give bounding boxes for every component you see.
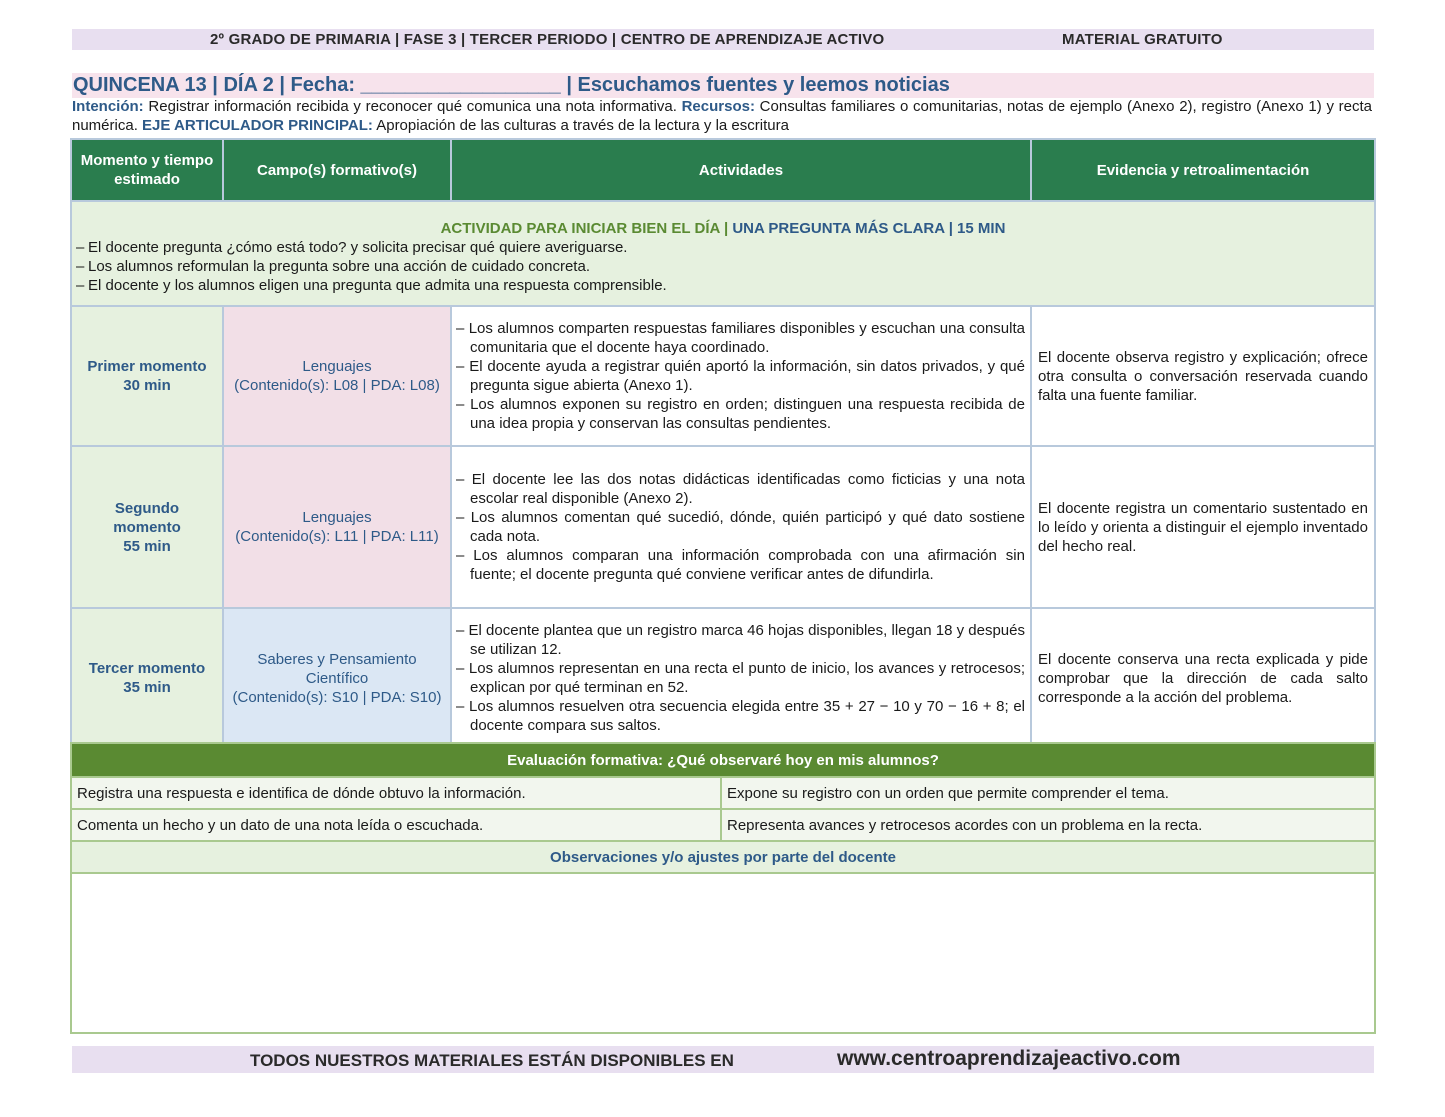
moment-label: Segundo momento bbox=[113, 499, 181, 536]
observations-row bbox=[71, 873, 1375, 1033]
activity-item: – El docente lee las dos notas didácticas identificadas como ficticias y una nota escolar real disponible (Anexo 2). bbox=[456, 471, 1025, 507]
list-item-text: Los alumnos reformulan la pregunta sobre una acción de cuidado concreta. bbox=[88, 258, 590, 275]
moment-time: 30 min bbox=[123, 377, 171, 394]
list-item-text: El docente pregunta ¿cómo está todo? y solicita precisar qué quiere averiguarse. bbox=[88, 239, 628, 256]
moment-cell bbox=[71, 306, 223, 446]
evaluation-item: Expone su registro con un orden que permite comprender el tema. bbox=[721, 777, 1375, 809]
activity-text: Los alumnos exponen su registro en orden; distinguen una respuesta recibida de una idea propia y conservan las consultas pendientes. bbox=[470, 396, 1025, 432]
observations-field[interactable] bbox=[71, 873, 1375, 1033]
evaluation-item: Representa avances y retrocesos acordes con un problema en la recta. bbox=[721, 809, 1375, 841]
activity-text: El docente lee las dos notas didácticas identificadas como ficticias y una nota escolar real disponible (Anexo 2). bbox=[470, 471, 1025, 507]
eje-text: Apropiación de las culturas a través de la lectura y la escritura bbox=[376, 117, 789, 134]
campo-cell bbox=[223, 446, 451, 608]
activity-text: El docente ayuda a registrar quién aportó la información, sin datos privados, y qué pregunta sigue abierta (Anexo 1). bbox=[469, 358, 1025, 394]
start-activity-cell bbox=[71, 201, 1375, 306]
activity-text: El docente plantea que un registro marca 46 hojas disponibles, llegan 18 y después se utilizan 12. bbox=[468, 622, 1025, 658]
evaluation-header-row bbox=[71, 743, 1375, 777]
footer-url-link[interactable]: www.centroaprendizajeactivo.com bbox=[837, 1047, 1181, 1070]
contenido-label: (Contenido(s): S10 | PDA: S10) bbox=[232, 688, 442, 706]
header-evidencia: Evidencia y retroalimentación bbox=[1031, 139, 1375, 201]
footer-banner bbox=[72, 1046, 1374, 1073]
activity-text: Los alumnos comparten respuestas familiares disponibles y escuchan una consulta comunitaria que el docente haya coordinado. bbox=[468, 320, 1025, 356]
title-text: QUINCENA 13 | DÍA 2 | Fecha: __________________ | Escuchamos fuentes y leemos noticias bbox=[73, 74, 950, 96]
table-row bbox=[71, 306, 1375, 446]
contenido-label: (Contenido(s): L11 | PDA: L11) bbox=[235, 528, 439, 545]
moment-time: 35 min bbox=[123, 679, 171, 696]
campo-label: Lenguajes bbox=[302, 358, 372, 375]
campo-cell bbox=[223, 608, 451, 748]
activity-item: – Los alumnos representan en una recta el punto de inicio, los avances y retrocesos; explican por qué terminan en 52. bbox=[456, 660, 1025, 696]
page-title bbox=[72, 73, 1374, 98]
activity-item: – Los alumnos resuelven otra secuencia elegida entre 35 + 27 − 10 y 70 − 16 + 8; el docente compara sus saltos. bbox=[456, 698, 1025, 734]
campo-label: Lenguajes bbox=[302, 509, 372, 526]
start-activity-row bbox=[71, 201, 1375, 306]
list-item: – Los alumnos reformulan la pregunta sobre una acción de cuidado concreta. bbox=[76, 258, 590, 275]
campo-label: Saberes y Pensamiento Científico bbox=[257, 650, 417, 687]
activity-item: – El docente ayuda a registrar quién aportó la información, sin datos privados, y qué pregunta sigue abierta (Anexo 1). bbox=[456, 358, 1025, 394]
moment-cell bbox=[71, 446, 223, 608]
activity-text: Los alumnos representan en una recta el punto de inicio, los avances y retrocesos; explican por qué terminan en 52. bbox=[468, 660, 1025, 696]
recursos-text: Consultas familiares o comunitarias, notas de ejemplo (Anexo 2), registro (Anexo 1) y recta numérica. bbox=[72, 98, 1373, 134]
evidence-cell: El docente registra un comentario sustentado en lo leído y orienta a distinguir el ejemplo inventado del hecho real. bbox=[1031, 446, 1375, 608]
table-row bbox=[71, 777, 1375, 809]
moment-label: Primer momento bbox=[87, 358, 207, 375]
moment-label: Tercer momento bbox=[88, 660, 206, 677]
moment-cell bbox=[71, 608, 223, 748]
list-item-text: El docente y los alumnos eligen una pregunta que admita una respuesta comprensible. bbox=[88, 277, 667, 294]
activity-item: – Los alumnos exponen su registro en orden; distinguen una respuesta recibida de una idea propia y conservan las consultas pendientes. bbox=[456, 396, 1025, 432]
footer-text: TODOS NUESTROS MATERIALES ESTÁN DISPONIBLES EN bbox=[250, 1051, 734, 1070]
table-row bbox=[71, 809, 1375, 841]
start-title-b: UNA PREGUNTA MÁS CLARA | 15 MIN bbox=[732, 220, 1006, 237]
eje-label: EJE ARTICULADOR PRINCIPAL: bbox=[142, 117, 373, 134]
intencion-label: Intención: bbox=[72, 98, 144, 115]
header-campo: Campo(s) formativo(s) bbox=[223, 139, 451, 201]
moment-time: 55 min bbox=[123, 537, 171, 555]
activity-item: – Los alumnos comparten respuestas familiares disponibles y escuchan una consulta comunitaria que el docente haya coordinado. bbox=[456, 320, 1025, 356]
observations-title: Observaciones y/o ajustes por parte del docente bbox=[71, 841, 1375, 873]
contenido-label: (Contenido(s): L08 | PDA: L08) bbox=[234, 377, 440, 394]
activity-text: Los alumnos comentan qué sucedió, dónde, quién participó y qué dato sostiene cada nota. bbox=[470, 509, 1025, 545]
activity-item: – Los alumnos comparan una información comprobada con una afirmación sin fuente; el docente pregunta qué conviene verificar antes de difundirla. bbox=[456, 547, 1025, 583]
activities-cell bbox=[451, 446, 1031, 608]
grade-info: 2º GRADO DE PRIMARIA | FASE 3 | TERCER PERIODO | CENTRO DE APRENDIZAJE ACTIVO bbox=[210, 31, 885, 48]
table-header-row bbox=[71, 139, 1375, 201]
evidence-cell: El docente observa registro y explicación; ofrece otra consulta o conversación reservada cuando falta una fuente familiar. bbox=[1031, 306, 1375, 446]
table-row bbox=[71, 446, 1375, 608]
activity-item: – Los alumnos comentan qué sucedió, dónde, quién participó y qué dato sostiene cada nota. bbox=[456, 509, 1025, 545]
activity-item: – El docente plantea que un registro marca 46 hojas disponibles, llegan 18 y después se utilizan 12. bbox=[456, 622, 1025, 658]
start-activity-title bbox=[76, 220, 1370, 237]
intro-block bbox=[72, 97, 1372, 135]
start-title-a: ACTIVIDAD PARA INICIAR BIEN EL DÍA | bbox=[440, 220, 729, 237]
intencion-text: Registrar información recibida y reconocer qué comunica una nota informativa. bbox=[148, 98, 677, 115]
table-row bbox=[71, 608, 1375, 748]
evaluation-item: Registra una respuesta e identifica de dónde obtuvo la información. bbox=[71, 777, 721, 809]
activity-text: Los alumnos comparan una información comprobada con una afirmación sin fuente; el docente pregunta qué conviene verificar antes de difundirla. bbox=[470, 547, 1025, 583]
list-item: – El docente y los alumnos eligen una pregunta que admita una respuesta comprensible. bbox=[76, 277, 667, 294]
header-momento: Momento y tiempo estimado bbox=[71, 139, 223, 201]
list-item: – El docente pregunta ¿cómo está todo? y solicita precisar qué quiere averiguarse. bbox=[76, 239, 628, 256]
evaluation-item: Comenta un hecho y un dato de una nota leída o escuchada. bbox=[71, 809, 721, 841]
evidence-cell: El docente conserva una recta explicada y pide comprobar que la dirección de cada salto corresponde a la acción del problema. bbox=[1031, 608, 1375, 748]
activity-text: Los alumnos resuelven otra secuencia elegida entre 35 + 27 − 10 y 70 − 16 + 8; el docente compara sus saltos. bbox=[469, 698, 1025, 734]
recursos-label: Recursos: bbox=[681, 98, 755, 115]
campo-cell bbox=[223, 306, 451, 446]
activities-cell bbox=[451, 608, 1031, 748]
activities-cell bbox=[451, 306, 1031, 446]
evaluation-title: Evaluación formativa: ¿Qué observaré hoy en mis alumnos? bbox=[71, 743, 1375, 777]
top-banner bbox=[72, 29, 1374, 50]
planning-table bbox=[70, 138, 1376, 749]
header-actividades: Actividades bbox=[451, 139, 1031, 201]
evaluation-table bbox=[70, 742, 1376, 1034]
observations-header-row bbox=[71, 841, 1375, 873]
free-material-label: MATERIAL GRATUITO bbox=[1062, 31, 1223, 48]
